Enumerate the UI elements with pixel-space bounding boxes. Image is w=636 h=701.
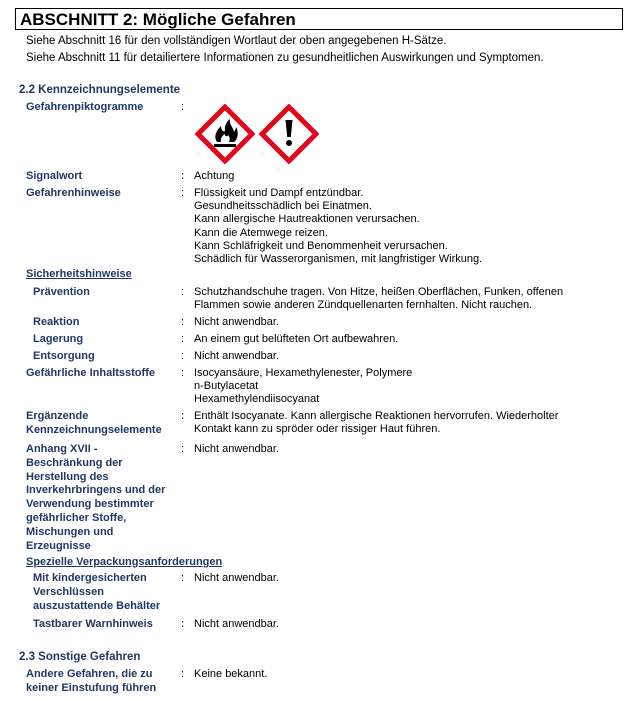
label-line: Verschlüssen	[33, 585, 104, 598]
praevention-line: Flammen sowie anderen Zündquellenarten fernhalten. Nicht rauchen.	[194, 299, 533, 312]
heading-sonstige-gefahren: 2.3 Sonstige Gefahren	[19, 651, 141, 663]
label-praevention: Prävention	[33, 286, 90, 298]
colon: :	[181, 187, 185, 199]
label-inhaltsstoffe: Gefährliche Inhaltsstoffe	[26, 367, 155, 379]
colon: :	[181, 286, 185, 298]
value-reaktion: Nicht anwendbar.	[194, 316, 279, 328]
colon: :	[181, 668, 185, 680]
ergaenzende-line: Enthält Isocyanate. Kann allergische Reaktionen hervorrufen. Wiederholter	[194, 410, 559, 422]
label-line: Anhang XVII -	[26, 443, 98, 455]
praevention-line: Schutzhandschuhe tragen. Von Hitze, heißen Oberflächen, Funken, offenen	[194, 286, 564, 298]
hazard-statement: Gesundheitsschädlich bei Einatmen.	[194, 200, 372, 213]
heading-sicherheitshinweise: Sicherheitshinweise	[26, 268, 132, 280]
value-anhang-xvii: Nicht anwendbar.	[194, 443, 279, 455]
label-andere-gefahren	[26, 668, 156, 696]
value-inhaltsstoffe	[194, 367, 412, 407]
value-tastbar: Nicht anwendbar.	[194, 618, 279, 630]
heading-kennzeichnungselemente: 2.2 Kennzeichnungselemente	[19, 84, 181, 96]
label-line: Ergänzende	[26, 410, 89, 422]
colon: :	[181, 443, 185, 455]
label-anhang-xvii	[26, 443, 165, 553]
label-kindergesichert	[33, 572, 160, 613]
label-lagerung: Lagerung	[33, 333, 84, 345]
label-line: Andere Gefahren, die zu	[26, 668, 153, 680]
label-line: auszustattende Behälter	[33, 599, 161, 612]
value-lagerung: An einem gut belüfteten Ort aufbewahren.	[194, 333, 399, 345]
value-ergaenzende	[194, 410, 558, 436]
heading-verpackungsanforderungen: Spezielle Verpackungsanforderungen	[26, 556, 223, 568]
section-title: ABSCHNITT 2: Mögliche Gefahren	[20, 10, 296, 29]
ergaenzende-line: Kontakt kann zu spröder oder rissiger Haut führen.	[194, 423, 441, 436]
value-gefahrenhinweise	[194, 187, 482, 266]
colon: :	[181, 333, 185, 345]
value-kindergesichert: Nicht anwendbar.	[194, 572, 279, 584]
label-line: gefährlicher Stoffe,	[26, 511, 127, 524]
colon: :	[181, 367, 185, 379]
label-entsorgung: Entsorgung	[33, 350, 95, 362]
colon: :	[181, 170, 185, 182]
label-line: Inverkehrbringens und der	[26, 484, 166, 497]
label-line: Beschränkung der	[26, 456, 123, 469]
label-line: keiner Einstufung führen	[26, 681, 157, 694]
label-gefahrenpiktogramme: Gefahrenpiktogramme	[26, 101, 144, 113]
label-tastbar: Tastbarer Warnhinweis	[33, 618, 153, 630]
note-h-saetze: Siehe Abschnitt 16 für den vollständigen Wortlaut der oben angegebenen H-Sätze.	[26, 35, 447, 47]
hazard-statement: Kann allergische Hautreaktionen verursachen.	[194, 213, 420, 226]
label-line: Mischungen und	[26, 525, 114, 538]
colon: :	[181, 618, 185, 630]
colon: :	[181, 572, 185, 584]
value-entsorgung: Nicht anwendbar.	[194, 350, 279, 362]
hazard-statement: Flüssigkeit und Dampf entzündbar.	[194, 187, 364, 199]
label-line: Kennzeichnungselemente	[26, 423, 162, 436]
colon: :	[181, 316, 185, 328]
value-signalwort: Achtung	[194, 170, 235, 182]
label-gefahrenhinweise: Gefahrenhinweise	[26, 187, 121, 199]
label-line: Verwendung bestimmter	[26, 498, 154, 511]
value-andere-gefahren: Keine bekannt.	[194, 668, 268, 680]
label-line: Herstellung des	[26, 470, 109, 483]
ingredient: Hexamethylendiisocyanat	[194, 393, 320, 406]
label-reaktion: Reaktion	[33, 316, 80, 328]
label-line: Mit kindergesicherten	[33, 572, 147, 584]
label-line: Erzeugnisse	[26, 539, 91, 552]
exclamation-pictogram-icon	[259, 104, 319, 164]
hazard-statement: Kann Schläfrigkeit und Benommenheit verursachen.	[194, 239, 448, 252]
note-abschnitt-11: Siehe Abschnitt 11 für detailiertere Informationen zu gesundheitlichen Auswirkungen und Symptomen.	[26, 52, 544, 64]
label-signalwort: Signalwort	[26, 170, 83, 182]
hazard-statement: Kann die Atemwege reizen.	[194, 226, 328, 239]
label-ergaenzende	[26, 410, 162, 438]
ingredient: n-Butylacetat	[194, 380, 259, 393]
colon: :	[181, 350, 185, 362]
colon: :	[181, 101, 185, 113]
ingredient: Isocyansäure, Hexamethylenester, Polymere	[194, 367, 413, 379]
flame-pictogram-icon	[195, 104, 255, 164]
value-praevention	[194, 286, 563, 312]
section-header	[15, 8, 623, 30]
colon: :	[181, 410, 185, 422]
hazard-statement: Schädlich für Wasserorganismen, mit langfristiger Wirkung.	[194, 253, 483, 266]
